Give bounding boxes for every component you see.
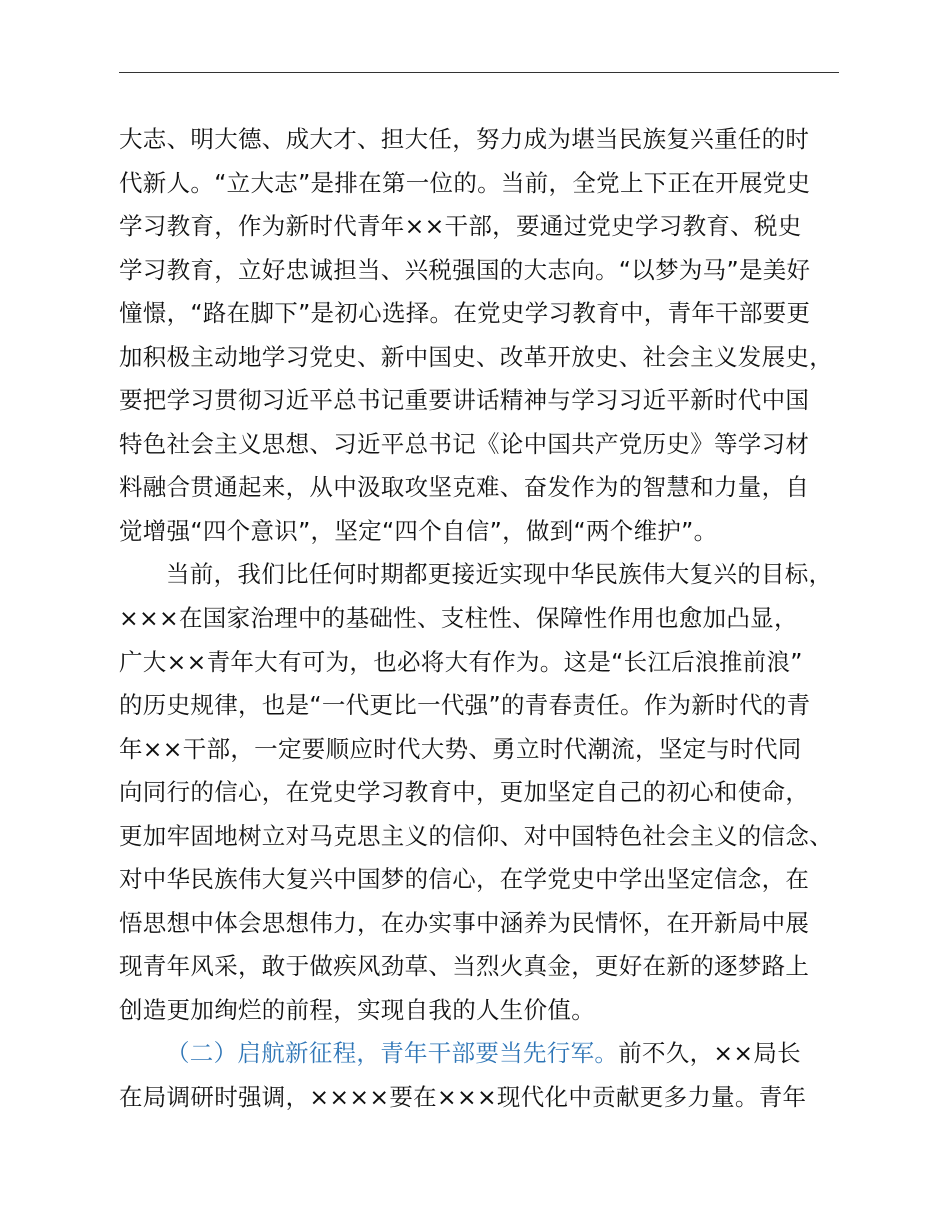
text-line: 觉增强“四个意识”，坚定“四个自信”，做到“两个维护”。 [119,516,718,545]
header-rule [119,72,839,73]
text-line: 向同行的信心，在党史学习教育中，更加坚定自己的初心和使命， [119,778,810,807]
text-line: 悟思想中体会思想伟力，在办实事中涵养为民情怀，在开新局中展 [119,908,810,937]
text-line: 料融合贯通起来，从中汲取攻坚克难、奋发作为的智慧和力量，自 [119,473,810,502]
text-line: 当前，我们比任何时期都更接近实现中华民族伟大复兴的目标， [166,560,833,589]
text-line: 对中华民族伟大复兴中国梦的信心，在学党史中学出坚定信念，在 [119,865,810,894]
text-line: 在局调研时强调，××××要在×××现代化中贡献更多力量。青年 [119,1083,807,1112]
section-heading-line [119,1032,859,1076]
text-line: 加积极主动地学习党史、新中国史、改革开放史、社会主义发展史， [119,342,833,371]
text-line: 特色社会主义思想、习近平总书记《论中国共产党历史》等学习材 [119,429,810,458]
section-heading: （二）启航新征程，青年干部要当先行军。 [166,1039,619,1068]
text-line: 广大××青年大有可为，也必将大有作为。这是“长江后浪推前浪” [119,647,803,676]
heading-line-rest: 前不久，××局长 [618,1039,801,1068]
document-body [119,118,859,1120]
text-line: 创造更加绚烂的前程，实现自我的人生价值。 [119,995,595,1024]
text-line: 学习教育，作为新时代青年××干部，要通过党史学习教育、税史 [119,212,802,241]
text-line: 学习教育，立好忠诚担当、兴税强国的大志向。“以梦为马”是美好 [119,255,811,284]
text-line: 现青年风采，敢于做疾风劲草、当烈火真金，更好在新的逐梦路上 [119,952,810,981]
text-line: 大志、明大德、成大才、担大任，努力成为堪当民族复兴重任的时 [119,125,810,153]
text-line: ×××在国家治理中的基础性、支柱性、保障性作用也愈加凸显， [119,604,798,633]
paragraph-3 [119,1032,859,1119]
paragraph-2 [119,553,859,1032]
text-line: 憧憬，“路在脚下”是初心选择。在党史学习教育中，青年干部要更 [119,299,811,328]
text-line: 代新人。“立大志”是排在第一位的。当前，全党上下正在开展党史 [119,168,811,197]
text-line: 更加牢固地树立对马克思主义的信仰、对中国特色社会主义的信念、 [119,821,833,850]
text-line: 要把学习贯彻习近平总书记重要讲话精神与学习习近平新时代中国 [119,386,810,415]
text-line: 的历史规律，也是“一代更比一代强”的青春责任。作为新时代的青 [119,691,811,720]
paragraph-1 [119,118,859,553]
text-line: 年××干部，一定要顺应时代大势、勇立时代潮流，坚定与时代同 [119,734,802,763]
